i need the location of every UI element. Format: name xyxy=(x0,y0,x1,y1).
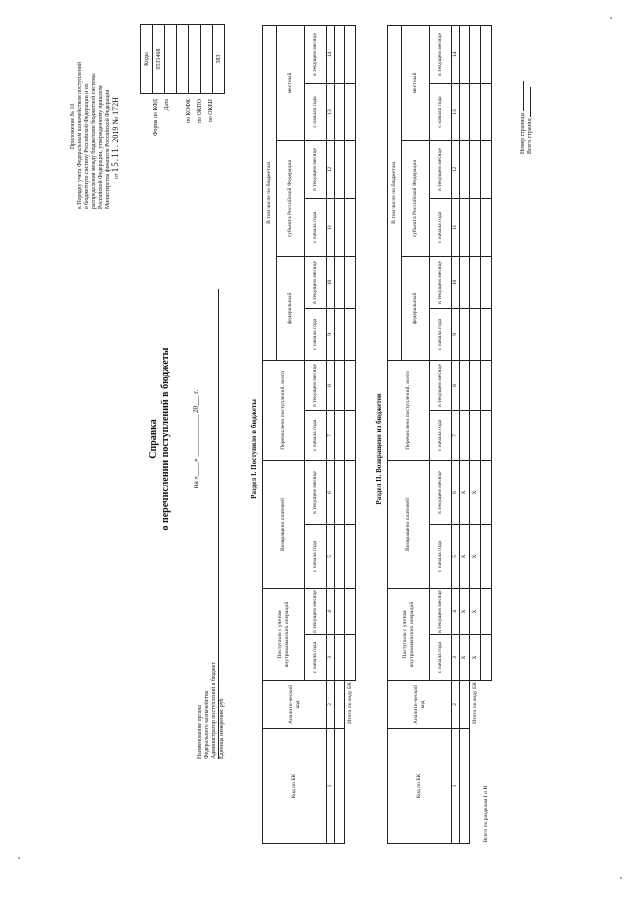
title-date: на «____» ____________ 20___ г. xyxy=(192,389,200,489)
s2-h-month: в текущем месяце xyxy=(430,140,452,198)
s2-h-returned: Возвращено платежей xyxy=(388,460,430,588)
total-pages-label: Всего страниц xyxy=(527,118,533,154)
s2-h-from-year: с начала года xyxy=(430,198,452,256)
s2-h-subject: субъекта Российской Федерации xyxy=(402,140,430,256)
org-field-treasury: Федерального казначейства xyxy=(204,690,210,759)
org-fields xyxy=(197,99,226,759)
s2-col-num: 7 xyxy=(452,410,460,460)
s2-h-received: Поступило с учетом внутрикаманских операций xyxy=(388,588,430,680)
appendix-line: к Порядку учета Федеральным казначейством поступлений xyxy=(77,61,83,209)
title-line2: о перечислении поступлений в бюджеты xyxy=(160,347,171,531)
s2-col-num: 14 xyxy=(452,25,460,83)
s2-h-local: местный xyxy=(402,25,430,140)
s1-h-code: Код по БК xyxy=(263,729,327,844)
s1-h-month: в текущем месяце xyxy=(305,360,327,410)
s2-h-from-year: с начала года xyxy=(430,83,452,140)
s2-col-num: 4 xyxy=(452,588,460,634)
s1-h-received: Поступило с учетом внутрикаманских операций xyxy=(263,588,305,680)
s1-col-num: 9 xyxy=(327,308,335,360)
x-mark: X xyxy=(460,460,470,524)
section2-table xyxy=(387,25,492,844)
s1-h-including: В том числе по бюджетам xyxy=(263,25,277,360)
s1-h-from-year: с начала года xyxy=(305,308,327,360)
s1-col-num: 13 xyxy=(327,83,335,140)
s2-col-num: 9 xyxy=(452,308,460,360)
table-row xyxy=(335,25,345,843)
table-row xyxy=(460,25,470,843)
title-line1: Справка xyxy=(148,419,159,459)
s2-col-num: 5 xyxy=(452,524,460,588)
s2-col-num: 2 xyxy=(452,681,460,729)
x-mark: X xyxy=(460,635,470,681)
page-number-label: Номер страницы xyxy=(520,112,526,154)
s2-h-from-year: с начала года xyxy=(430,410,452,460)
s1-col-num: 2 xyxy=(327,681,335,729)
s2-col-num: 10 xyxy=(452,256,460,308)
s2-col-num: 8 xyxy=(452,360,460,410)
s2-col-num: 3 xyxy=(452,635,460,681)
appendix-line: распределения между бюджетами бюджетной системы xyxy=(91,73,97,209)
x-mark: X xyxy=(460,524,470,588)
codes-header: Коды xyxy=(141,25,153,94)
s1-h-month: в текущем месяце xyxy=(305,588,327,634)
code-value: 383 xyxy=(213,25,225,94)
appendix-number: Приложение № 10 xyxy=(70,103,76,149)
x-mark: X xyxy=(470,524,481,588)
s1-h-from-year: с начала года xyxy=(305,198,327,256)
s1-h-analytic: Аналити-ческий код xyxy=(263,681,327,729)
s1-h-subject: субъекта Российской Федерации xyxy=(277,140,305,256)
appendix-line: Министерства финансов Российской Федерации xyxy=(105,89,111,209)
s2-col-num: 12 xyxy=(452,140,460,198)
code-value: 0531468 xyxy=(153,25,165,94)
scan-speck xyxy=(610,17,612,19)
s2-h-month: в текущем месяце xyxy=(430,360,452,410)
section1-table xyxy=(262,25,356,844)
s2-grand-total-row xyxy=(481,25,492,843)
s1-h-from-year: с начала года xyxy=(305,83,327,140)
appendix-line: Российской Федерации, утвержденному приказом xyxy=(98,85,104,209)
s1-total-label: Итого по коду БК xyxy=(347,682,354,724)
scan-speck xyxy=(620,877,622,879)
org-field-unit: Единица измерения: руб xyxy=(219,698,225,759)
s1-col-num: 4 xyxy=(327,588,335,634)
appendix-line: в бюджетную систему Российской Федерации и их xyxy=(84,83,90,209)
code-value xyxy=(189,25,201,94)
codes-table xyxy=(140,24,225,94)
title-block xyxy=(148,309,202,569)
order-date: 15.11. xyxy=(110,144,120,173)
s1-h-month: в текущем месяце xyxy=(305,140,327,198)
s2-h-from-year: с начала года xyxy=(430,308,452,360)
page-footer xyxy=(520,81,534,154)
s1-h-returned: Возвращено платежей xyxy=(263,460,305,588)
s1-h-from-year: с начала года xyxy=(305,635,327,681)
s2-h-analytic: Аналити-ческий код xyxy=(388,681,452,729)
s2-h-from-year: с начала года xyxy=(430,635,452,681)
s1-h-local: местный xyxy=(277,25,305,140)
s2-grand-total-label: Всего по разделам I и II xyxy=(482,785,489,843)
x-mark: X xyxy=(470,460,481,524)
s1-col-num: 14 xyxy=(327,25,335,83)
s2-total-row xyxy=(470,25,481,843)
s1-col-num: 10 xyxy=(327,256,335,308)
section2-title: Раздел II. Возвращено из бюджетов xyxy=(375,393,383,505)
code-value xyxy=(201,25,213,94)
s1-h-from-year: с начала года xyxy=(305,524,327,588)
s1-col-num: 11 xyxy=(327,198,335,256)
order-number: 2019 № 172Н xyxy=(111,97,120,143)
s2-h-federal: федеральный xyxy=(402,256,430,360)
s1-h-federal: федеральный xyxy=(277,256,305,360)
code-value xyxy=(165,25,177,94)
s2-h-code: Код по БК xyxy=(388,729,452,844)
s1-col-num: 1 xyxy=(327,729,335,844)
s1-h-month: в текущем месяце xyxy=(305,25,327,83)
x-mark: X xyxy=(470,588,481,634)
s1-total-row xyxy=(345,25,356,843)
code-label: по КОФК xyxy=(186,99,192,123)
code-label: по ОКПО xyxy=(197,99,203,123)
x-mark: X xyxy=(460,588,470,634)
order-from: от xyxy=(114,173,120,179)
s2-h-month: в текущем месяце xyxy=(430,256,452,308)
s2-h-including: В том числе по бюджетам xyxy=(388,25,402,360)
s1-h-from-year: с начала года xyxy=(305,410,327,460)
s2-col-num: 11 xyxy=(452,198,460,256)
code-label: Дата xyxy=(164,99,170,111)
appendix-block xyxy=(70,62,121,209)
s1-h-month: в текущем месяце xyxy=(305,256,327,308)
org-field-name: Наименование органа xyxy=(197,705,203,759)
s2-h-from-year: с начала года xyxy=(430,524,452,588)
s2-h-month: в текущем месяце xyxy=(430,460,452,524)
code-label: Форма по КФД xyxy=(153,99,159,137)
s1-h-transferred: Перечислено поступлений, всего xyxy=(263,360,305,460)
code-label: по ОКЕИ xyxy=(208,99,214,123)
s1-col-num: 3 xyxy=(327,635,335,681)
s2-col-num: 1 xyxy=(452,729,460,844)
s1-h-month: в текущем месяце xyxy=(305,460,327,524)
s2-h-month: в текущем месяце xyxy=(430,25,452,83)
s1-col-num: 12 xyxy=(327,140,335,198)
s1-col-num: 6 xyxy=(327,460,335,524)
s2-col-num: 6 xyxy=(452,460,460,524)
section1-title: Раздел I. Поступило в бюджеты xyxy=(250,399,258,499)
s2-col-num: 13 xyxy=(452,83,460,140)
s1-col-num: 7 xyxy=(327,410,335,460)
code-label xyxy=(175,99,186,189)
org-field-admin: Администратор поступлений в бюджет xyxy=(211,289,219,759)
scan-speck xyxy=(18,857,20,859)
x-mark: X xyxy=(470,635,481,681)
s1-col-num: 8 xyxy=(327,360,335,410)
s2-total-label: Итого по коду БК xyxy=(472,682,479,724)
code-value xyxy=(177,25,189,94)
s1-col-num: 5 xyxy=(327,524,335,588)
s2-h-month: в текущем месяце xyxy=(430,588,452,634)
s2-h-transferred: Перечислено поступлений, всего xyxy=(388,360,430,460)
